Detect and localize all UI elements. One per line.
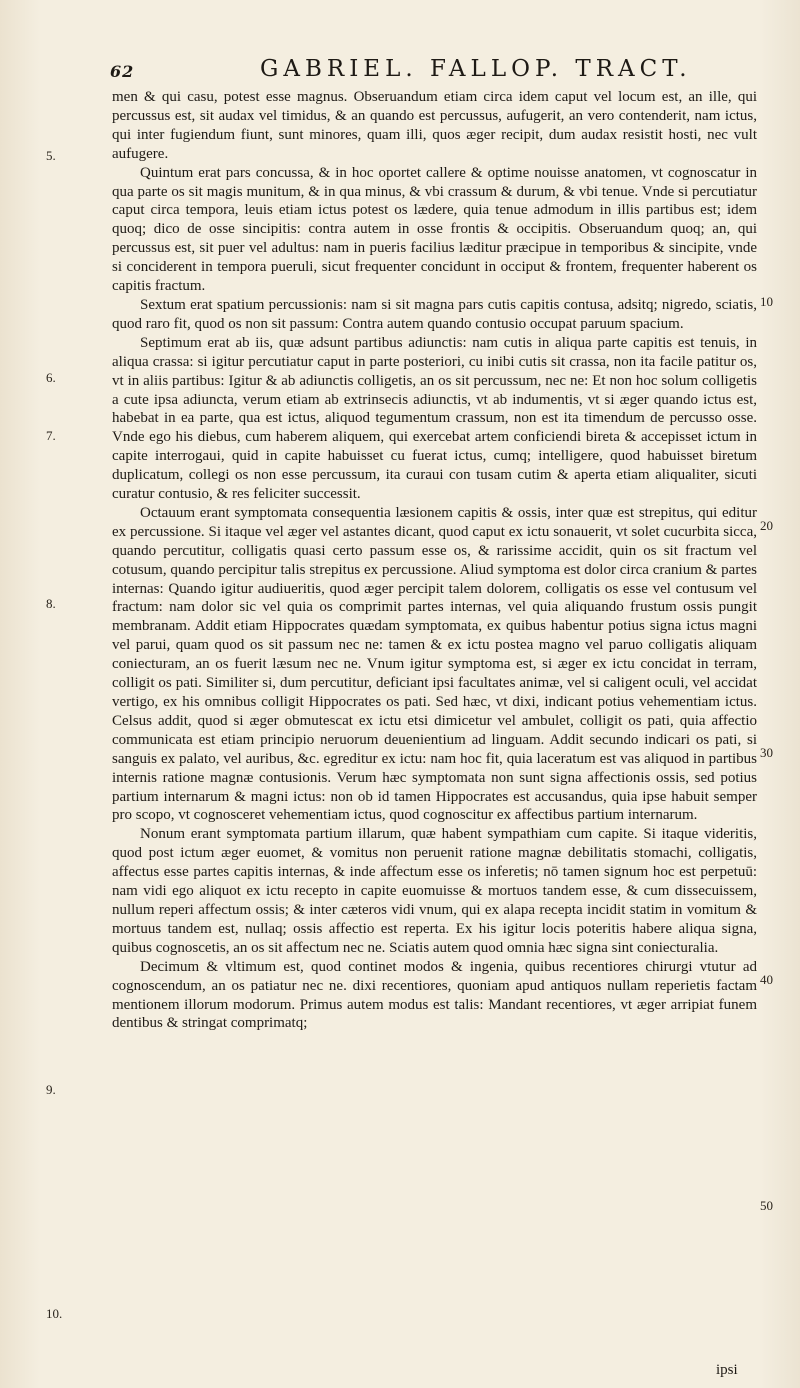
line-number: 40 [760,972,773,987]
paragraph: men & qui casu, potest esse magnus. Obseruandum etiam circa idem caput vel locum est, an ille, qui percussus est, sit audax vel timidus, & an quando est percussus, aufugerit, an vero contenderit, nam ictus, qui inter fugiendum fiunt, sunt minores, quam illi, quos æger recipit, dum audax resistit hosti, nec vult aufugere. [112,89,757,162]
paragraph: Septimum erat ab iis, quæ adsunt partibus adiunctis: nam cutis in aliqua parte capitis est tenuis, in aliqua crassa: si igitur percutiatur caput in parte posteriori, cu inibi cutis sit crassa, non ita facile patitur os, vt in aliis partibus: Igitur & ab adiunctis colligetis, an os sit percussum, nec ne: Et non hoc solum colligetis a cute ipsa adiuncta, verum etiam ab extrinsecis adiunctis, vt ab indumentis, vt si æger quando ictus est, habebat in ea parte, qua est ictus, aliquod tegumentum crassum, non est ita timendum de percusso osse. Vnde ego his diebus, cum haberem aliquem, qui exercebat artem conficiendi bireta & accepisset ictum in capite interrogaui, quid in capite habuisset cu fuerat ictus, cumq; intelligere, quod habuisset biretum duplicatum, collegi os non esse percussum, ita curaui con tusam cutim & aperta etiam aliqualiter, sicuti curatur contusio, & res feliciter successit. [112,334,757,503]
line-number: 20 [760,518,773,533]
paragraph: Octauum erant symptomata consequentia læsionem capitis & ossis, inter quæ est strepitus, qui editur ex percussione. Si itaque vel æger vel astantes dicant, quod caput ex ictu sonauerit, vt solet cucurbita sicca, quando percutitur, colligatis quasi certo passum esse os, & rarissime accidit, quin os sit fractum vel cotusum, quando percipitur talis strepitus ex percussione. Aliud symptoma est dolor circa cranium & partes internas: Quando igitur audiueritis, quod æger percipit talem dolorem, colligatis os esse vel contusum vel fractum: nam dolor sic vel quia os comprimit partes internas, vel quia aliquando frustum ossis pungit membranam. Addit etiam Hippocrates quædam symptomata, ex quibus habentur potius signa ictus magni vel parui, quam quod os sit passum nec ne: tamen & ex ictu postea magno vel paruo colligatis aliquam coniecturam, an os fuerit læsum nec ne. Vnum igitur symptoma est, si æger ex ictu concidat in terram, colligit os pati. Similiter si, dum percutitur, deficiant ipsi facultates animæ, vel si caligent oculi, vel accidat vertigo, ex his omnibus colligit Hippocrates os pati. Sed hæc, vt dixi, indicant potius vehementiam ictus. Celsus addit, quod si æger obmutescat ex ictu etsi dimicetur vel ambulet, colligit os pati, quia affectio communicata est etiam principio neruorum deuenientium ad linguam. Addit secundo indicari os pati, si sanguis ex palato, vel auribus, &c. egreditur ex ictu: nam hoc fit, quia laceratum est vas aliquod in partibus internis ratione magnæ contusionis. Verum hæc symptomata non sunt signa affectionis ossis, sed potius partium internarum & magni ictus: non ob id tamen Hippocrates est accusandus, quia ipse habuit semper pro scopo, vt cognosceret vehementiam ictus, quod cognoscitur ex affectibus partium internarum. [112,504,757,824]
line-number: 50 [760,1198,773,1213]
running-head [110,56,750,86]
paragraph: Nonum erant symptomata partium illarum, quæ habent sympathiam cum capite. Si itaque videritis, quod post ictum æger euomet, & vomitus non peruenit ratione magnæ debilitatis stomachi, colligatis, affectus esse partes capitis internas, & inde affectum esse os inferetis; nō tamen signum hoc est perpetuū: nam vidi ego aliquot ex ictu recepto in capite euomuisse & mortuos tandem esse, & cum dissecuissem, nullum reperi affectum ossis; & inter cæteros vidi vnum, qui ex alapa recepta incidit statim in vomitum & mortuus tandem est, nullaq; ossis affectio est reperta. Ex his igitur locis poteritis habere aliqua signa, quibus cognoscetis, an os sit affectum nec ne. Sciatis autem quod omnia hæc signa sint coniecturalia. [112,826,757,956]
margin-number: 5. [46,148,56,163]
margin-number: 7. [46,428,56,443]
paragraph: Sextum erat spatium percussionis: nam si sit magna pars cutis capitis contusa, adsitq; nigredo, sciatis, quod raro fit, quod os non sit passum: Contra autem quando contusio occupat paruum spacium. [112,296,757,332]
margin-number: 8. [46,596,56,611]
running-title: GABRIEL. FALLOP. TRACT. [260,56,692,82]
paragraph: Quintum erat pars concussa, & in hoc oportet callere & optime nouisse anatomen, vt cognoscatur in qua parte os sit magis munitum, & in qua minus, & vbi crassum & durum, & vbi tenue. Vnde si percutiatur caput circa tempora, leuis etiam ictus potest os lædere, quia tenue admodum in illis partibus est; idem quoq; dico de osse sincipitis: contra autem in osse frontis & occipitis. Obseruandum quoq; an, qui percussus est, sit puer vel adultus: nam in pueris facilius læditur præcipue in temporibus & sincipite, vnde si conciderent in tempora pueruli, sicut frequenter concidunt in occiput & frontem, frequenter haberent os capitis fractum. [112,164,757,295]
margin-number: 10. [46,1306,63,1321]
line-number: 30 [760,745,773,760]
margin-number: 9. [46,1082,56,1097]
margin-number: 6. [46,370,56,385]
paragraph: Decimum & vltimum est, quod continet modos & ingenia, quibus recentiores chirurgi vtutur ad cognoscendum, an os patiatur nec ne. dixi recentiores, quoniam apud antiquos nullam reperietis factam mentionem illorum modorum. Primus autem modus est talis: Mandant recentiores, vt æger arripiat funem dentibus & stringat comprimatq; [112,958,757,1032]
page-number: 62 [110,62,135,81]
body-text [112,88,757,1033]
line-number: 10 [760,294,773,309]
catchword: ipsi [716,1362,738,1378]
